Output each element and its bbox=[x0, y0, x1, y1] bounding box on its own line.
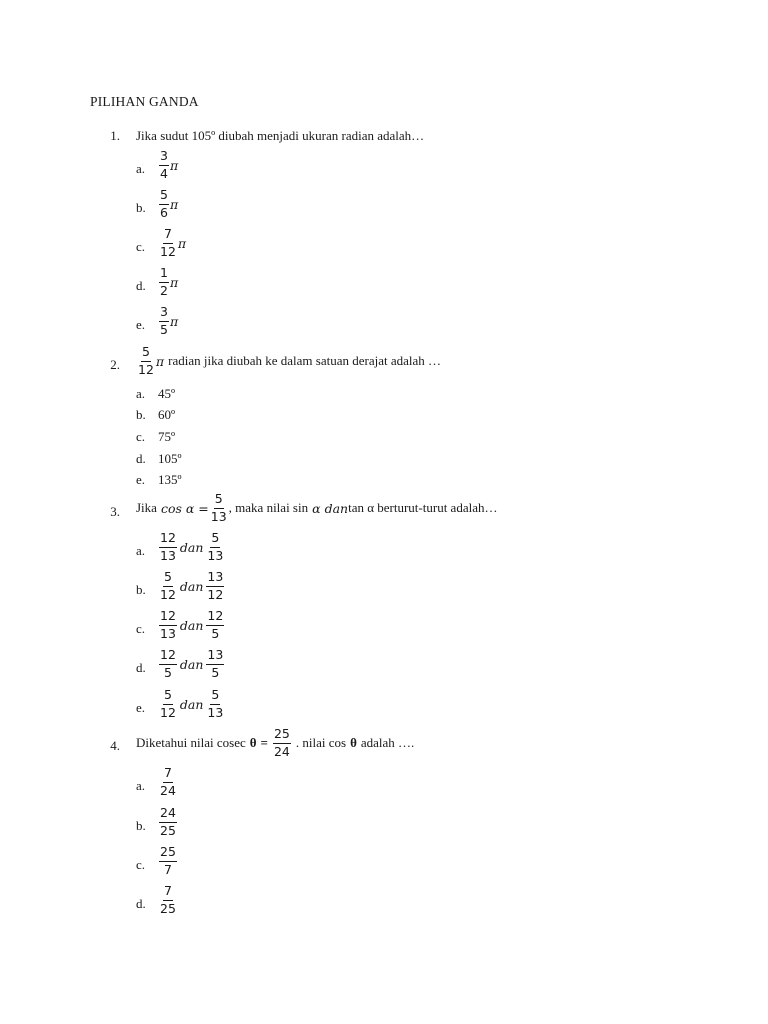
option-answer: 75º bbox=[158, 429, 176, 444]
dan-word: dan bbox=[179, 656, 204, 672]
cos-alpha: cos α = bbox=[160, 500, 209, 516]
fraction bbox=[159, 150, 169, 180]
equals-sign: = bbox=[260, 735, 268, 750]
option-answer bbox=[158, 807, 178, 837]
option-letter: a. bbox=[136, 543, 146, 558]
fraction-denominator: 13 bbox=[160, 547, 176, 563]
pi-symbol: π bbox=[155, 353, 165, 369]
option-answer bbox=[158, 689, 225, 719]
fraction-numerator: 24 bbox=[159, 807, 177, 823]
option-answer bbox=[158, 306, 178, 336]
option-answer bbox=[158, 649, 225, 679]
fraction bbox=[159, 846, 177, 876]
question-4-fraction bbox=[273, 728, 291, 758]
pi-symbol: π bbox=[169, 157, 179, 173]
question-3-fraction bbox=[210, 493, 228, 523]
option-letter: e. bbox=[136, 700, 146, 715]
fraction-numerator: 25 bbox=[159, 846, 177, 862]
question-3-pre: Jika bbox=[136, 500, 157, 515]
question-3-text bbox=[136, 493, 497, 523]
fraction-numerator: 12 bbox=[159, 610, 177, 626]
fraction-numerator: 5 bbox=[163, 571, 173, 587]
fraction bbox=[206, 649, 224, 679]
fraction-numerator: 5 bbox=[141, 346, 151, 362]
option-answer: 105º bbox=[158, 451, 182, 466]
option-letter: d. bbox=[136, 278, 146, 293]
option-answer bbox=[158, 846, 178, 876]
fraction-numerator: 5 bbox=[159, 189, 169, 205]
fraction bbox=[159, 689, 177, 719]
fraction-numerator: 5 bbox=[210, 689, 220, 705]
fraction-numerator: 25 bbox=[273, 728, 291, 744]
option-answer bbox=[158, 267, 178, 297]
fraction bbox=[159, 228, 177, 258]
option-letter: d. bbox=[136, 660, 146, 675]
question-4-number: 4. bbox=[110, 738, 120, 753]
question-3-mid: , maka nilai sin bbox=[228, 500, 309, 515]
fraction-denominator: 2 bbox=[160, 282, 168, 298]
dan-word: dan bbox=[179, 617, 204, 633]
option-letter: b. bbox=[136, 407, 146, 422]
question-2-fraction bbox=[137, 346, 155, 376]
fraction-denominator: 13 bbox=[207, 547, 224, 563]
fraction-denominator: 24 bbox=[273, 743, 290, 759]
option-letter: b. bbox=[136, 818, 146, 833]
question-4-text bbox=[136, 728, 414, 758]
option-letter: a. bbox=[136, 386, 146, 401]
question-1-text: Jika sudut 105º diubah menjadi ukuran radian adalah… bbox=[136, 128, 425, 143]
fraction-numerator: 5 bbox=[214, 493, 224, 509]
option-letter: c. bbox=[136, 621, 146, 636]
option-answer bbox=[158, 532, 225, 562]
question-4-mid: . nilai cos bbox=[295, 735, 347, 750]
option-answer bbox=[158, 571, 225, 601]
fraction-denominator: 5 bbox=[163, 664, 172, 680]
option-letter: e. bbox=[136, 472, 146, 487]
fraction-numerator: 12 bbox=[206, 610, 224, 626]
fraction-denominator: 25 bbox=[160, 900, 176, 916]
fraction-numerator: 12 bbox=[159, 649, 177, 665]
fraction bbox=[159, 885, 177, 915]
fraction bbox=[159, 610, 177, 640]
fraction bbox=[206, 532, 224, 562]
option-letter: a. bbox=[136, 161, 146, 176]
dan-word: dan bbox=[179, 696, 204, 712]
fraction-numerator: 12 bbox=[159, 532, 177, 548]
fraction-denominator: 4 bbox=[160, 165, 168, 181]
fraction bbox=[159, 571, 177, 601]
fraction-denominator: 25 bbox=[160, 822, 176, 838]
fraction-denominator: 12 bbox=[160, 704, 176, 720]
option-letter: c. bbox=[136, 239, 146, 254]
pi-symbol: π bbox=[169, 196, 179, 212]
question-4-pre: Diketahui nilai cosec bbox=[136, 735, 246, 750]
section-title: PILIHAN GANDA bbox=[90, 94, 199, 109]
fraction-denominator: 13 bbox=[160, 625, 176, 641]
option-answer bbox=[158, 228, 186, 258]
fraction-numerator: 7 bbox=[163, 767, 173, 783]
fraction-numerator: 13 bbox=[206, 649, 224, 665]
question-2-text bbox=[136, 346, 441, 376]
option-answer: 60º bbox=[158, 407, 176, 422]
fraction-denominator: 12 bbox=[160, 243, 176, 259]
option-answer: 135º bbox=[158, 472, 182, 487]
option-letter: b. bbox=[136, 200, 146, 215]
fraction-denominator: 7 bbox=[163, 861, 172, 877]
pi-symbol: π bbox=[169, 274, 179, 290]
fraction bbox=[159, 767, 177, 797]
fraction-numerator: 7 bbox=[163, 228, 173, 244]
fraction-numerator: 5 bbox=[210, 532, 220, 548]
fraction-numerator: 3 bbox=[159, 150, 169, 166]
option-letter: b. bbox=[136, 582, 146, 597]
option-letter: e. bbox=[136, 317, 146, 332]
option-answer bbox=[158, 610, 225, 640]
fraction bbox=[159, 532, 177, 562]
theta-symbol: θ bbox=[249, 735, 257, 750]
fraction-numerator: 1 bbox=[159, 267, 169, 283]
fraction-denominator: 13 bbox=[207, 704, 224, 720]
pi-symbol: π bbox=[177, 235, 187, 251]
option-letter: c. bbox=[136, 857, 146, 872]
option-letter: a. bbox=[136, 778, 146, 793]
fraction bbox=[206, 571, 224, 601]
question-2-body: radian jika diubah ke dalam satuan derajat adalah … bbox=[168, 353, 442, 368]
fraction bbox=[206, 610, 224, 640]
question-3-tan: tan α berturut-turut adalah… bbox=[348, 500, 498, 515]
fraction-denominator: 6 bbox=[160, 204, 168, 220]
fraction-numerator: 13 bbox=[206, 571, 224, 587]
fraction-denominator: 12 bbox=[207, 586, 224, 602]
dan-word: dan bbox=[179, 578, 204, 594]
fraction bbox=[206, 689, 224, 719]
option-letter: d. bbox=[136, 896, 146, 911]
fraction-denominator: 12 bbox=[138, 361, 154, 377]
fraction-numerator: 7 bbox=[163, 885, 173, 901]
question-2-number: 2. bbox=[110, 357, 120, 372]
question-4-post: adalah …. bbox=[360, 735, 415, 750]
option-answer bbox=[158, 189, 178, 219]
pi-symbol: π bbox=[169, 313, 179, 329]
dan-word: dan bbox=[179, 539, 204, 555]
fraction-denominator: 5 bbox=[211, 625, 220, 641]
option-answer bbox=[158, 767, 178, 797]
fraction-denominator: 5 bbox=[160, 321, 168, 337]
fraction bbox=[159, 807, 177, 837]
theta-symbol: θ bbox=[350, 735, 357, 750]
fraction bbox=[159, 189, 169, 219]
option-answer bbox=[158, 885, 178, 915]
option-answer bbox=[158, 150, 178, 180]
fraction-denominator: 12 bbox=[160, 586, 176, 602]
option-answer: 45º bbox=[158, 386, 176, 401]
fraction bbox=[159, 267, 169, 297]
fraction-denominator: 24 bbox=[160, 782, 176, 798]
question-1-number: 1. bbox=[110, 128, 120, 143]
fraction bbox=[159, 649, 177, 679]
option-letter: d. bbox=[136, 451, 146, 466]
fraction-numerator: 3 bbox=[159, 306, 169, 322]
fraction-denominator: 13 bbox=[210, 508, 227, 524]
fraction-numerator: 5 bbox=[163, 689, 173, 705]
fraction-denominator: 5 bbox=[211, 664, 220, 680]
question-3-number: 3. bbox=[110, 504, 120, 519]
option-letter: c. bbox=[136, 429, 146, 444]
fraction bbox=[159, 306, 169, 336]
alpha-symbol: α bbox=[312, 500, 321, 516]
dan-word: dan bbox=[324, 500, 349, 516]
